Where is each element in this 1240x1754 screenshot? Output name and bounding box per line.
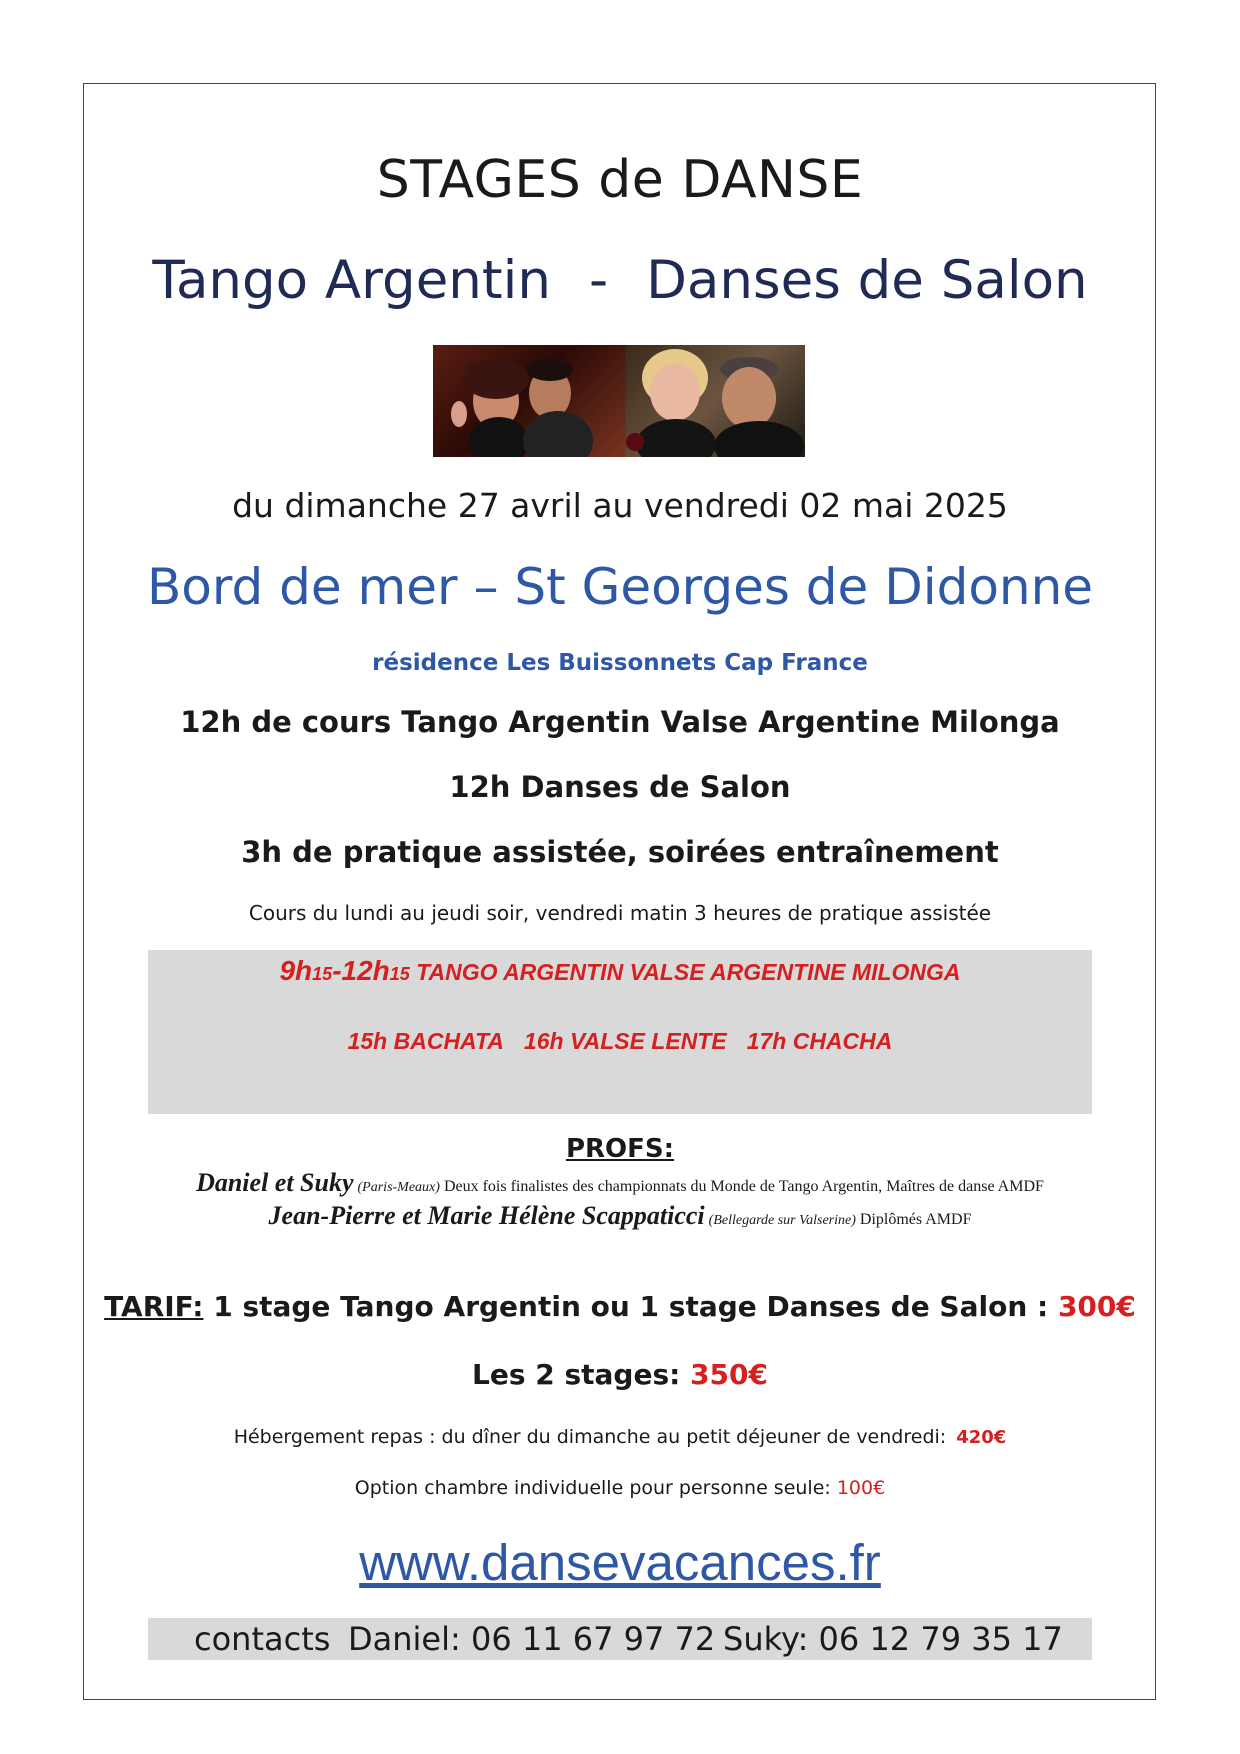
contacts-label: contacts xyxy=(194,1620,331,1658)
face-jean-pierre xyxy=(722,367,776,429)
prof2-description: Diplômés AMDF xyxy=(859,1211,972,1228)
single-room-line xyxy=(0,1477,1240,1499)
lodging-text: Hébergement repas : du dîner du dimanche au petit déjeuner de vendredi: xyxy=(233,1426,947,1448)
tarif-label: TARIF: xyxy=(104,1290,204,1323)
contacts-bar xyxy=(148,1618,1092,1660)
salon-bachata: 15h BACHATA xyxy=(347,1028,504,1054)
tango-start-min: 15 xyxy=(312,964,333,984)
subtitle-tango: Tango Argentin xyxy=(152,250,551,311)
prof2-name: Jean-Pierre et Marie Hélène Scappaticci xyxy=(268,1201,705,1230)
prof1-name: Daniel et Suky xyxy=(196,1168,354,1197)
course-note: Cours du lundi au jeudi soir, vendredi matin 3 heures de pratique assistée xyxy=(248,901,992,925)
two-stages-line xyxy=(0,1358,1240,1391)
event-residence: résidence Les Buissonnets Cap France xyxy=(372,650,868,676)
body-jean-pierre xyxy=(714,421,804,457)
prof2-location: (Bellegarde sur Valserine) xyxy=(708,1213,856,1228)
hair-suky xyxy=(463,359,529,399)
website-link[interactable]: www.dansevacances.fr xyxy=(359,1534,881,1591)
course-salon-hours: 12h Danses de Salon xyxy=(449,770,791,804)
tarif-text: 1 stage Tango Argentin ou 1 stage Danses de Salon : xyxy=(203,1290,1058,1323)
photo-daniel-suky xyxy=(433,345,626,457)
wine-glass-icon xyxy=(626,433,644,451)
tarif-price: 300€ xyxy=(1057,1290,1136,1323)
photo-scappaticci xyxy=(626,345,805,457)
hand-icon xyxy=(451,401,467,427)
subtitle-salon: Danses de Salon xyxy=(646,250,1088,311)
body-marie-helene xyxy=(636,419,716,457)
schedule-tango xyxy=(148,955,1092,987)
page-subtitle xyxy=(0,250,1240,311)
salon-chacha: 17h CHACHA xyxy=(746,1028,893,1054)
single-room-text: Option chambre individuelle pour personne seule: xyxy=(354,1477,837,1499)
lodging-line xyxy=(0,1426,1240,1448)
salon-valse-lente: 16h VALSE LENTE xyxy=(523,1028,727,1054)
tango-end-min: 15 xyxy=(389,964,410,984)
event-location: Bord de mer – St Georges de Didonne xyxy=(146,558,1094,616)
prof1-location: (Paris-Meaux) xyxy=(357,1180,440,1195)
two-stages-price: 350€ xyxy=(690,1358,768,1391)
tarif-line xyxy=(0,1290,1240,1323)
face-marie-helene xyxy=(650,363,700,421)
single-room-price: 100€ xyxy=(836,1477,886,1499)
contact-suky: Suky: 06 12 79 35 17 xyxy=(723,1620,1063,1658)
page-title: STAGES de DANSE xyxy=(376,150,864,210)
lodging-price: 420€ xyxy=(956,1427,1007,1448)
tango-dash: - xyxy=(332,955,342,986)
tango-end-hour: 12h xyxy=(341,955,390,986)
hair-daniel xyxy=(527,359,573,381)
teachers-photos xyxy=(433,345,805,457)
course-practice-hours: 3h de pratique assistée, soirées entraînement xyxy=(241,835,999,869)
tango-label: TANGO ARGENTIN VALSE ARGENTINE MILONGA xyxy=(409,959,961,985)
prof1-description: Deux fois finalistes des championnats du Monde de Tango Argentin, Maîtres de danse AMDF xyxy=(443,1178,1044,1195)
page-border xyxy=(83,83,1156,1700)
prof-daniel-suky xyxy=(0,1168,1240,1198)
profs-heading: PROFS: xyxy=(565,1134,675,1164)
body-suky xyxy=(469,417,529,457)
schedule-box xyxy=(148,950,1092,1114)
schedule-salon xyxy=(148,1028,1092,1055)
subtitle-separator: - xyxy=(588,250,609,311)
two-stages-text: Les 2 stages: xyxy=(471,1358,691,1391)
tango-start-hour: 9h xyxy=(279,955,313,986)
course-tango-hours: 12h de cours Tango Argentin Valse Argentine Milonga xyxy=(180,705,1060,739)
event-dates: du dimanche 27 avril au vendredi 02 mai 2025 xyxy=(232,486,1008,525)
body-daniel xyxy=(523,411,593,457)
contact-daniel: Daniel: 06 11 67 97 72 xyxy=(348,1620,716,1658)
prof-scappaticci xyxy=(0,1201,1240,1231)
